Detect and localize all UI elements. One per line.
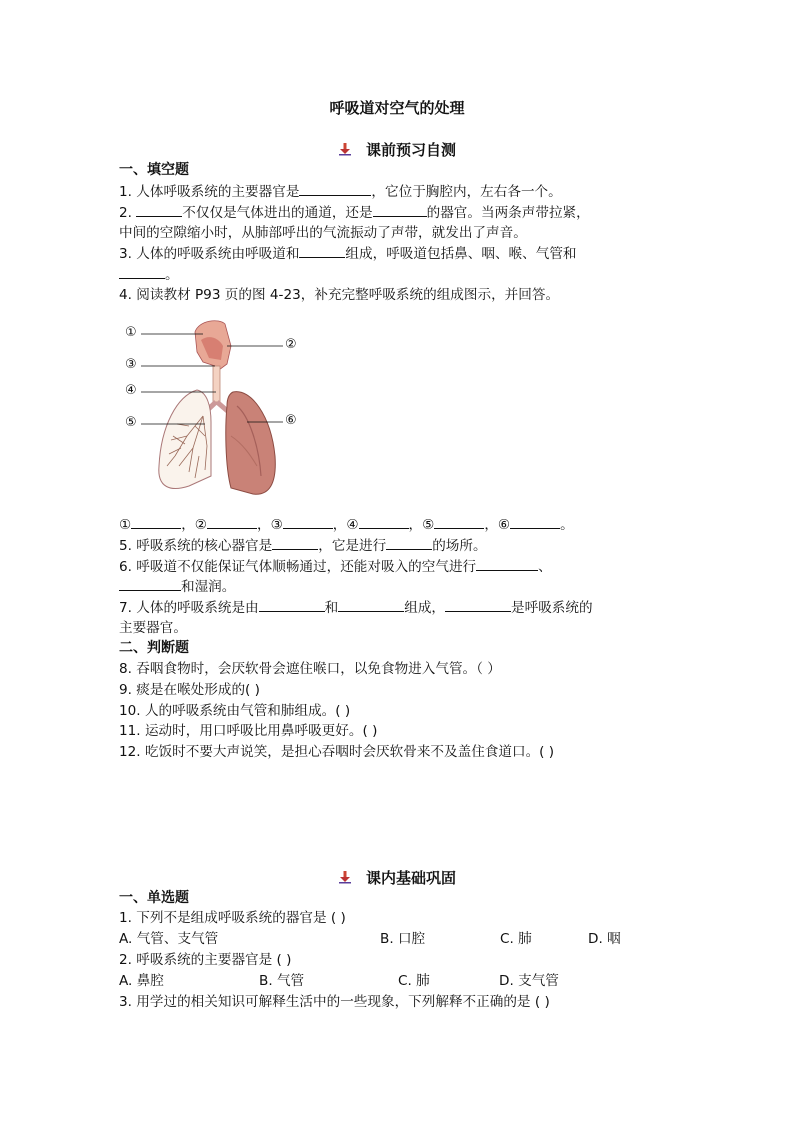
respiratory-system-figure <box>119 316 309 506</box>
option[interactable]: C. 肺 <box>500 931 532 947</box>
section-heading-class <box>0 867 794 888</box>
section-heading-preview <box>0 139 794 160</box>
answer-blank[interactable] <box>445 597 511 612</box>
figure-label-1: ① <box>125 325 137 340</box>
question-8: 8. 吞咽食物时，会厌软骨会遮住喉口，以免食物进入气管。（ ） <box>119 661 501 677</box>
figure-label-6: ⑥ <box>285 413 297 428</box>
answer-blank[interactable] <box>119 576 181 591</box>
figure-label-2: ② <box>285 337 297 352</box>
option[interactable]: A. 气管、支气管 <box>119 931 219 947</box>
option[interactable]: D. 咽 <box>588 931 621 947</box>
part-heading: 一、单选题 <box>119 890 189 906</box>
question-5: 5. 呼吸系统的核心器官是 ，它是进行 的场所。 <box>119 535 487 556</box>
answer-blank[interactable] <box>136 202 182 217</box>
answer-blank[interactable] <box>272 535 318 550</box>
question-7-cont: 主要器官。 <box>119 620 187 636</box>
question-12: 12. 吃饭时不要大声说笑，是担心吞咽时会厌软骨来不及盖住食道口。( ) <box>119 744 555 760</box>
answer-blank[interactable] <box>119 264 165 279</box>
question-2: 2. 不仅仅是气体进出的通道，还是 的器官。当两条声带拉紧， <box>119 202 590 223</box>
answer-blank[interactable] <box>283 514 333 529</box>
answer-blank[interactable] <box>299 243 345 258</box>
answer-blank[interactable] <box>259 597 325 612</box>
arrow-down-icon <box>338 142 352 160</box>
figure-label-5: ⑤ <box>125 415 137 430</box>
answer-blank[interactable] <box>338 597 404 612</box>
part-heading: 二、判断题 <box>119 640 189 656</box>
question-7: 7. 人体的呼吸系统是由 和 组成， 是呼吸系统的 <box>119 597 593 618</box>
answer-blank[interactable] <box>476 556 538 571</box>
question-3: 3. 人体的呼吸系统由呼吸道和 组成，呼吸道包括鼻、咽、喉、气管和 <box>119 243 577 264</box>
question-1: 1. 人体呼吸系统的主要器官是 ，它位于胸腔内，左右各一个。 <box>119 181 562 202</box>
question-2-cont: 中间的空隙缩小时，从肺部呼出的气流振动了声带，就发出了声音。 <box>119 225 527 241</box>
part-heading: 一、填空题 <box>119 162 189 178</box>
answer-blank[interactable] <box>386 535 432 550</box>
option[interactable]: D. 支气管 <box>499 973 559 989</box>
option[interactable]: B. 口腔 <box>380 931 426 947</box>
answer-blank[interactable] <box>299 181 371 196</box>
single-choice-1: 1. 下列不是组成呼吸系统的器官是 ( ) <box>119 910 346 926</box>
question-6: 6. 呼吸道不仅能保证气体顺畅通过，还能对吸入的空气进行 、 <box>119 556 552 577</box>
option[interactable]: A. 鼻腔 <box>119 973 164 989</box>
answer-blank[interactable] <box>434 514 484 529</box>
page-title: 呼吸道对空气的处理 <box>329 99 465 117</box>
arrow-down-icon <box>338 870 352 888</box>
figure-answers: ① ，② ，③ ，④ ，⑤ ，⑥ 。 <box>119 514 574 535</box>
option[interactable]: B. 气管 <box>259 973 305 989</box>
single-choice-2: 2. 呼吸系统的主要器官是 ( ) <box>119 952 292 968</box>
section-title: 课前预习自测 <box>365 141 456 159</box>
question-6-cont: 和湿润。 <box>119 576 235 597</box>
question-3-cont: 。 <box>119 264 179 285</box>
figure-label-3: ③ <box>125 357 137 372</box>
section-title: 课内基础巩固 <box>365 869 456 887</box>
answer-blank[interactable] <box>510 514 560 529</box>
answer-blank[interactable] <box>373 202 427 217</box>
answer-blank[interactable] <box>207 514 257 529</box>
option[interactable]: C. 肺 <box>398 973 430 989</box>
answer-blank[interactable] <box>131 514 181 529</box>
answer-blank[interactable] <box>359 514 409 529</box>
question-9: 9. 痰是在喉处形成的( ) <box>119 682 260 698</box>
question-10: 10. 人的呼吸系统由气管和肺组成。( ) <box>119 703 351 719</box>
question-4: 4. 阅读教材 P93 页的图 4-23，补充完整呼吸系统的组成图示，并回答。 <box>119 287 560 303</box>
figure-label-4: ④ <box>125 383 137 398</box>
question-11: 11. 运动时，用口呼吸比用鼻呼吸更好。( ) <box>119 723 378 739</box>
single-choice-3: 3. 用学过的相关知识可解释生活中的一些现象，下列解释不正确的是 ( ) <box>119 994 550 1010</box>
